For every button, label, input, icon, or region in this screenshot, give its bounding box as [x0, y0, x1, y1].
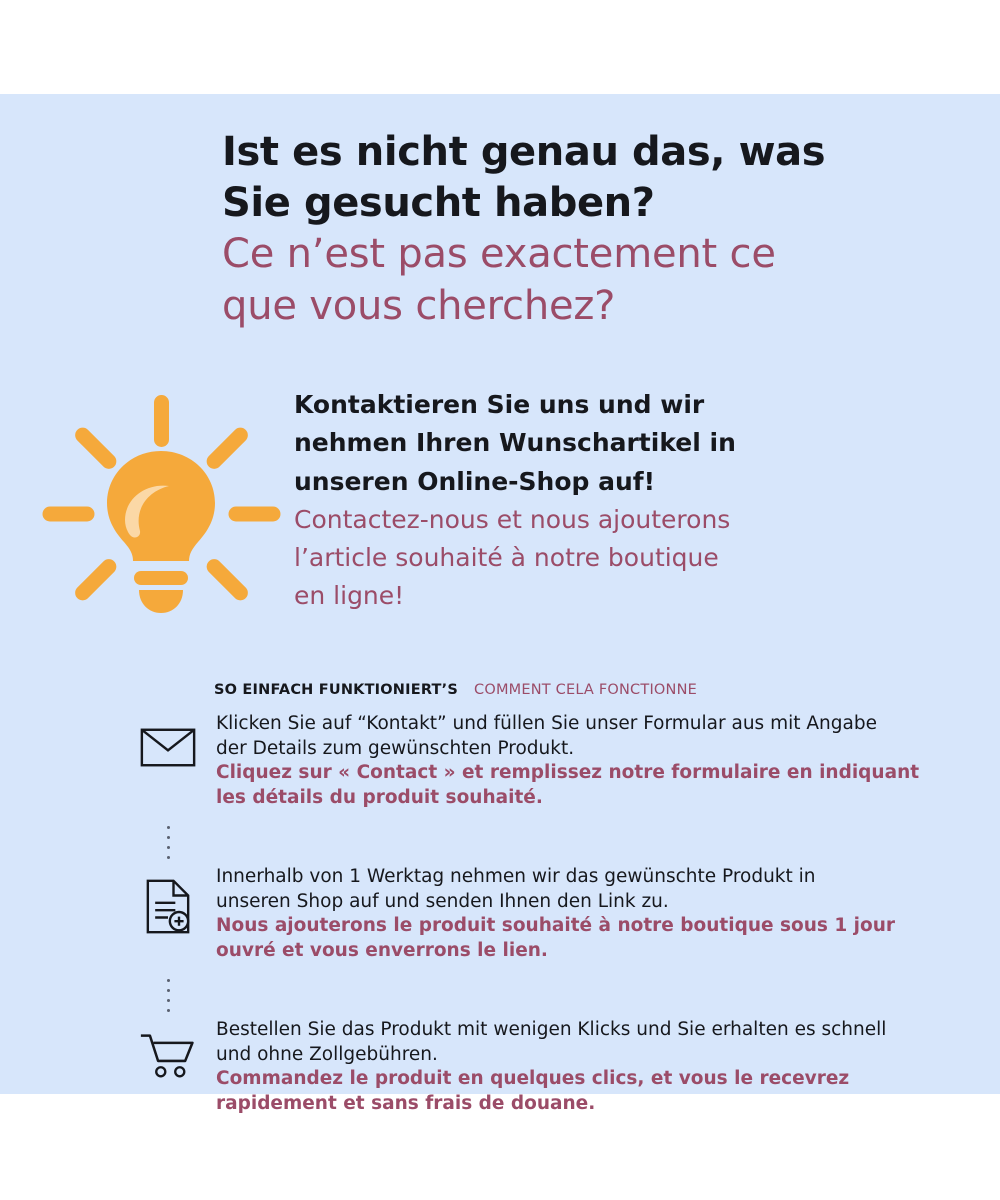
banner-panel [0, 94, 1000, 1114]
page-title [222, 127, 942, 332]
step-text [216, 1018, 950, 1116]
step3-de-line1: Bestellen Sie das Produkt mit wenigen Klicks und Sie erhalten es schnell [216, 1019, 887, 1040]
step-connector [120, 975, 950, 1018]
list-item [120, 865, 950, 975]
envelope-icon [120, 712, 216, 769]
step-connector [120, 822, 950, 865]
howto-heading-fr: COMMENT CELA FONCTIONNE [474, 682, 697, 698]
step3-de-line2: und ohne Zollgebühren. [216, 1043, 438, 1065]
step1-fr-line2: les détails du produit souhaité. [216, 786, 543, 808]
howto-heading [214, 682, 697, 698]
steps-list [120, 712, 950, 1128]
step2-fr-line1: Nous ajouterons le produit souhaité à notre boutique sous 1 jour [216, 915, 895, 937]
step1-de-line1: Klicken Sie auf “Kontakt” und füllen Sie unser Formular aus mit Angabe [216, 713, 877, 734]
subtext-de-line2: nehmen Ihren Wunschartikel in [294, 428, 736, 458]
headline-fr-line1: Ce n’est pas exactement ce [222, 231, 776, 278]
headline-de-line1: Ist es nicht genau das, was [222, 129, 826, 175]
headline-de-line2: Sie gesucht haben? [222, 180, 655, 227]
step2-de-line1: Innerhalb von 1 Werktag nehmen wir das gewünschte Produkt in [216, 866, 816, 887]
subtext-fr-line3: en ligne! [294, 581, 405, 611]
subtext-fr-line2: l’article souhaité à notre boutique [294, 543, 719, 572]
step2-fr-line2: ouvré et vous enverrons le lien. [216, 939, 548, 961]
step-text [216, 865, 950, 963]
subtext-de-line3: unseren Online-Shop auf! [294, 466, 656, 496]
step-text [216, 712, 950, 810]
lightbulb-idea-icon [36, 389, 286, 639]
howto-heading-de: SO EINFACH FUNKTIONIERT’S [214, 682, 458, 698]
step1-fr-line1: Cliquez sur « Contact » et remplissez notre formulaire en indiquant [216, 762, 920, 784]
step3-fr-line2: rapidement et sans frais de douane. [216, 1092, 596, 1114]
subheading-paragraph [294, 386, 894, 616]
step1-de-line2: der Details zum gewünschten Produkt. [216, 737, 575, 759]
subtext-de-line1: Kontaktieren Sie uns und wir [294, 390, 705, 419]
step3-fr-line1: Commandez le produit en quelques clics, et vous le recevrez [216, 1068, 850, 1090]
headline-fr-line2: que vous cherchez? [222, 282, 616, 329]
shopping-cart-icon [120, 1018, 216, 1079]
step2-de-line2: unseren Shop auf und senden Ihnen den Link zu. [216, 890, 669, 912]
list-item [120, 712, 950, 822]
subtext-fr-line1: Contactez-nous et nous ajouterons [294, 504, 731, 534]
document-add-icon [120, 865, 216, 934]
list-item [120, 1018, 950, 1128]
